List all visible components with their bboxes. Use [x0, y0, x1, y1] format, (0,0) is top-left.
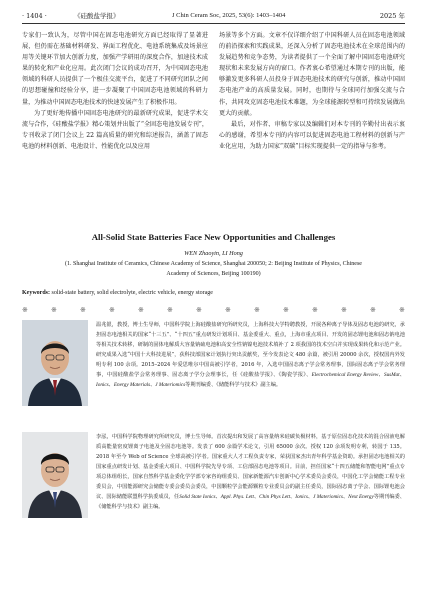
body-paragraph: 最后，对作者、审稿专家以及编辑们对本专刊的辛勤付出表示衷心的感谢，希望本专刊的内容可以促进固态电池工程材料的创新与产业化应用，为助力国家“双碳”目标实现提供一定的指导与参考。: [219, 120, 405, 150]
page-number: · 1404 ·: [22, 12, 47, 20]
body-paragraph: 专家们一致认为，尽管中国在固态电池研究方面已经取得了显著进展，但仍需在基础材料研发、界面工程优化、电池系统集成及场景应用等关键环节加大创新力度，加强产学研用的深度合作，加速技术成果的转化和产业化应用。此次闭门会议的成功召开，为中国固态电池领域的科研人员提供了一个极佳交流平台，促进了不同研究团队之间的思想碰撞和经验分享，进一步凝聚了中国固态电池领域的科研力量，为推动中国固态电池技术的快速发展产生了积极作用。: [22, 32, 208, 106]
body-paragraph: 场景等多个方面。文章不仅详细介绍了中国科研人员在固态电池领域的前沿探索和实践成果，还深入分析了固态电池技术在全球范围内的发展趋势和竞争态势，为读者提供了一个全面了解中国固态电池研究现状和未来发展方向的窗口。作者衷心希望通过本期专刊的出版，能够激发更多科研人员投身于固态电池技术的研究与创新，推动中国固态电池产业的高质量发展。同时，也期待与全球同行加强交流与合作，共同攻克固态电池技术难题，为全球能源转型和可持续发展做出更大的贡献。: [219, 32, 405, 117]
divider-mark: ※: [51, 306, 57, 314]
bio-text: [96, 432, 405, 512]
divider-mark: ※: [341, 306, 347, 314]
running-header: [22, 10, 405, 22]
divider-mark: ※: [283, 306, 289, 314]
author-portrait: [22, 320, 88, 406]
divider-mark: ※: [225, 306, 231, 314]
body-column-right: [219, 30, 405, 152]
divider-mark: ※: [196, 306, 202, 314]
journal-citation: J Chin Ceram Soc, 2025, 53(6): 1403–1404: [172, 12, 286, 19]
bio-body: 李泓，中国科学院物理研究所研究员，博士生导师。首次提出和发展了高容量纳米硅碳负极材料，基于原位固态化技术的混合固液电解质高能量密度锂离子电池及全固态电池等。发表了 600 余篇学术论文，引用 65000 余次。授权 120 余项发明专利，转国于 135。2018 年至今 Web of Science 全球高被引学者。国家重大人才工程负责专家，荣获国家杰出青年科学基金资助。承担固态电池相关的国家重点研发计划、基金委重大项目、中国科学院先导专项、工信部固态电池等项目。目前，担任国家“十四五储能和智能电网”重点专项总体组组长，国家自然科学基金委化学学部专家咨询组委员、国家新能源汽车创新中心学术委员会委员，中国化工学会储能工程专业委员会，中国能源研究会储能专委会委员会委员，中国颗粒学会能源颗粒专业委员会的副主任委员，国际固态离子学会、国际锂电池会议、国际储能联盟科学执委成员，任: [96, 434, 405, 501]
divider-mark: ※: [312, 306, 318, 314]
bio-journals: Solid State Ionics、Appl. Phys. Lett、Chin Phys Lett、Ionics、J Materiomics、Next Energy: [179, 494, 374, 501]
bio-journals: Electrochemical Energy Review、SusMat、Ionics、Energy Materials、J Materiomics: [96, 372, 405, 389]
keywords-text: solid-state battery, solid electrolyte, electric vehicle, energy storage: [51, 290, 213, 296]
divider-mark: ※: [138, 306, 144, 314]
english-affiliation: (1. Shanghai Institute of Ceramics, Chinese Academy of Science, Shanghai 200050; 2: Beijing Institute of Physics, Chinese Academy of Sciences, Beijing 100190): [65, 261, 362, 277]
divider-mark: ※: [399, 306, 405, 314]
section-divider: [22, 306, 405, 314]
divider-mark: ※: [80, 306, 86, 314]
bio-tail: 等期刊编委、《储能科学与技术》副主编。: [96, 494, 405, 511]
english-title: All-Solid State Batteries Face New Opportunities and Challenges: [91, 232, 336, 242]
header-year: 2025 年: [379, 12, 405, 20]
english-authors: WEN Zhaoyin, LI Hong: [184, 250, 243, 257]
body-paragraph: 为了更好地传播中国固态电池研究的最新研究成果，促进学术交流与合作，《硅酸盐学报》精心策划并出版了“全固态电池发展专刊”，专刊收录了闭门会议上 22 篇高质量的研究和综述报告，涵盖了固态电池的材料创新、电池设计、性能优化以及应用: [22, 109, 208, 150]
bio-body: 温兆银，教授，博士生导师，中国科学院上海硅酸盐研究所研究员，上海科技大学特聘教授，开展各种离子导体及固态电池的研究，承担固态电池相关的国家“十三五”、“十四五”重点研发计划项目、基金委重大、重点，上海市重点项目、开发的固态锂电池和固态钠电池等相关技术转移，研制的固体电解质大容量钠硫电池和高安全性钠镍电池技术填补了 2 项我国的技术空白并实现成果转化和示范产业。研究成果入选“中国十大科技进展”，获科技部国家计划执行突出贡献奖，至今发表论文 480 余篇，被引用 20000 余次，授权国内外发明专利 100 余项。2015–2024 年爱思唯尔中国高被引学者，2016 年，入选中国固态离子学会常务理事，国际固态离子学会常务理事，中国硅酸盐学会常务理事、固态离子学分会理事长，任《硅酸盐学报》、《陶瓷学报》、: [96, 322, 405, 379]
divider-mark: ※: [167, 306, 173, 314]
bio-tail: 等期刊编委、《储能科学与技术》副主编。: [185, 382, 282, 389]
author-portrait: [22, 432, 88, 518]
divider-mark: ※: [22, 306, 28, 314]
divider-mark: ※: [109, 306, 115, 314]
divider-mark: ※: [254, 306, 260, 314]
keywords-label: Keywords:: [22, 290, 50, 296]
bio-text: [96, 320, 405, 390]
body-column-left: [22, 30, 208, 152]
divider-mark: ※: [370, 306, 376, 314]
journal-name-cn: 《硅酸盐学报》: [74, 12, 120, 20]
keywords-line: [22, 290, 405, 296]
header-rule: [22, 23, 405, 24]
